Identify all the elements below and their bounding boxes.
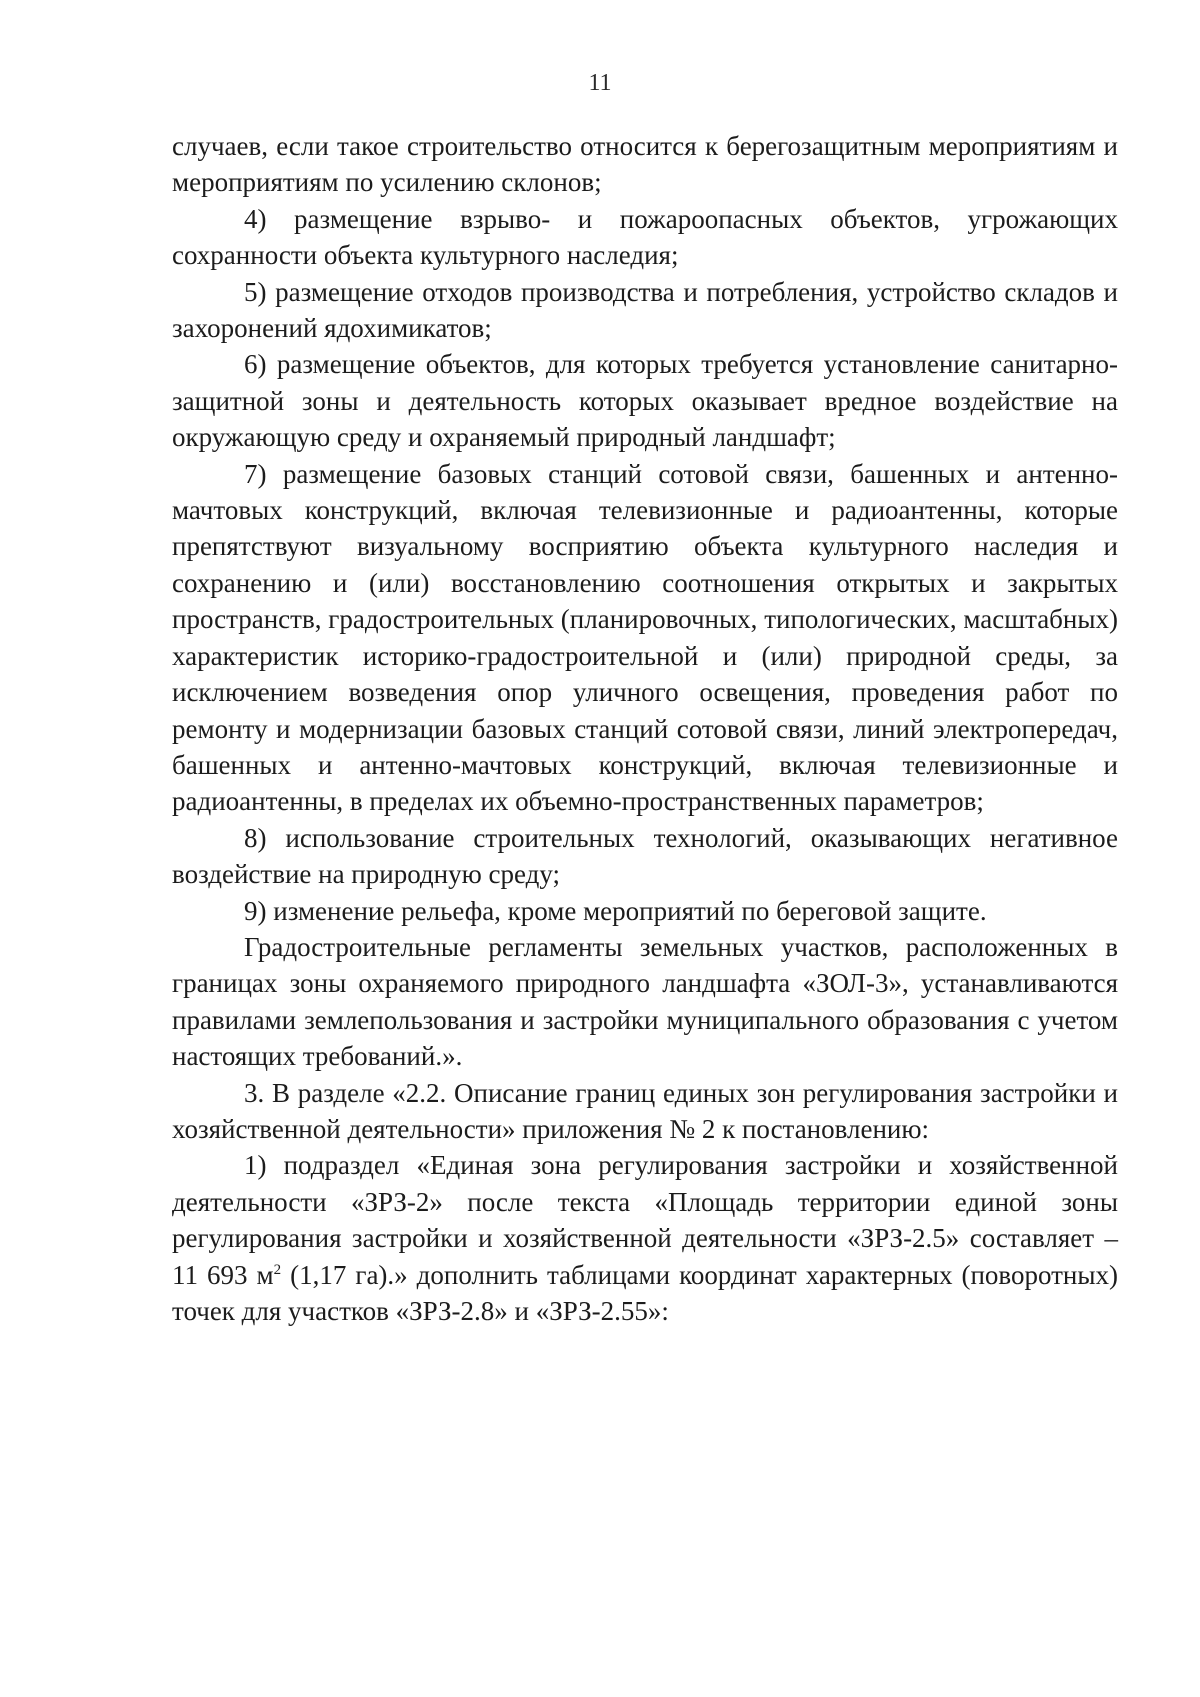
- paragraph-subsection-1-text: 1) подраздел «Единая зона регулирования застройки и хозяйственной деятельности «ЗРЗ-2» после текста «Площадь территории единой зоны регулирования застройки и хозяйственной деятельности «ЗРЗ-2.5» составляет – 11 693 м: [172, 1150, 1118, 1290]
- paragraph-section-3: 3. В разделе «2.2. Описание границ единых зон регулирования застройки и хозяйственной деятельности» приложения № 2 к постановлению:: [172, 1077, 1118, 1144]
- superscript-square: 2: [273, 1261, 282, 1278]
- paragraph-regulations: Градостроительные регламенты земельных участков, расположенных в границах зоны охраняемого природного ландшафта «ЗОЛ-3», устанавливаются правилами землепользования и застройки муниципального образования с учетом настоящих требований.».: [172, 931, 1118, 1072]
- paragraph-item-6: 6) размещение объектов, для которых требуется установление санитарно-защитной зоны и деятельность которых оказывает вредное воздействие на окружающую среду и охраняемый природный ландшафт;: [172, 349, 1118, 453]
- paragraph-item-9: 9) изменение рельефа, кроме мероприятий по береговой защите.: [244, 895, 987, 926]
- page-number: 11: [588, 70, 612, 96]
- paragraph-subsection-1-text-end: (1,17 га).» дополнить таблицами координат характерных (поворотных) точек для участков «ЗРЗ-2.8» и «ЗРЗ-2.55»:: [172, 1259, 1118, 1326]
- paragraph-continuation: случаев, если такое строительство относится к берегозащитным мероприятиям и мероприятиям по усилению склонов;: [172, 131, 1118, 198]
- paragraph-subsection-1: [172, 1147, 1118, 1329]
- paragraph-item-5: 5) размещение отходов производства и потребления, устройство складов и захоронений ядохимикатов;: [172, 276, 1118, 344]
- paragraph-item-4: 4) размещение взрыво- и пожароопасных объектов, угрожающих сохранности объекта культурного наследия;: [172, 203, 1118, 271]
- body-text: [172, 128, 1118, 1329]
- paragraph-item-7: 7) размещение базовых станций сотовой связи, башенных и антенно-мачтовых конструкций, включая телевизионные и радиоантенны, которые препятствуют визуальному восприятию объекта культурного наследия и сохранению и (или) восстановлению соотношения открытых и закрытых пространств, градостроительных (планировочных, типологических, масштабных) характеристик историко-градостроительной и (или) природной среды, за исключением возведения опор уличного освещения, проведения работ по ремонту и модернизации базовых станций сотовой связи, линий электропередач, башенных и антенно-мачтовых конструкций, включая телевизионные и радиоантенны, в пределах их объемно-пространственных параметров;: [172, 458, 1118, 817]
- paragraph-item-8: 8) использование строительных технологий, оказывающих негативное воздействие на природную среду;: [172, 822, 1118, 890]
